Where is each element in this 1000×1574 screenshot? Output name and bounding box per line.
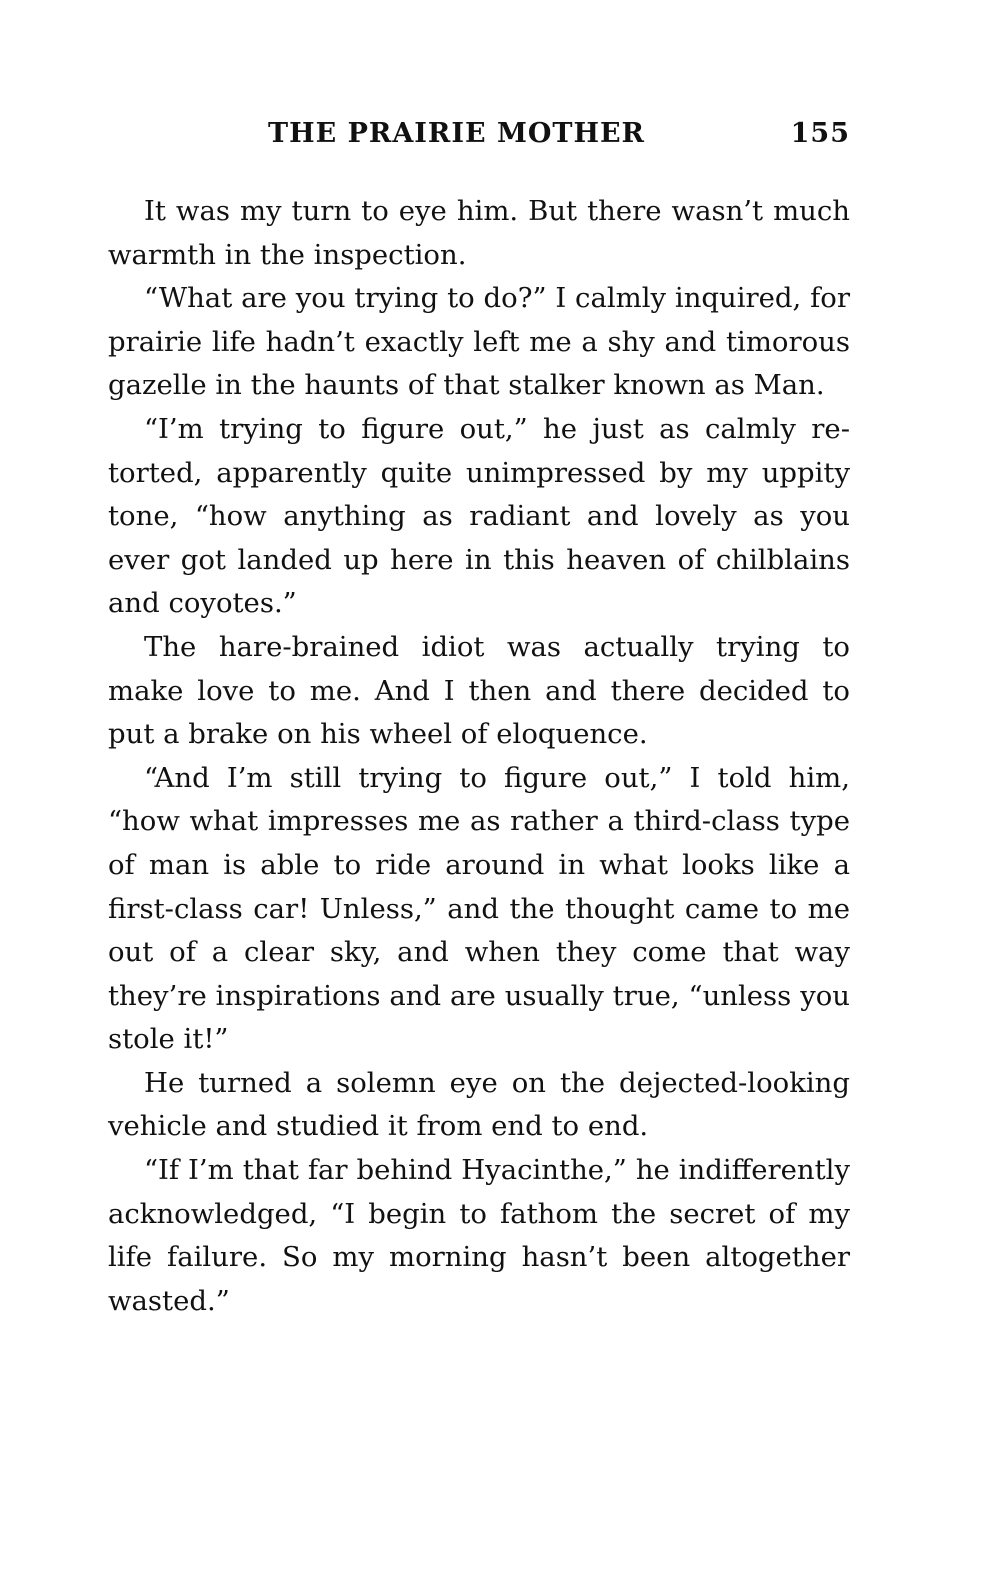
page-number: 155 (790, 118, 850, 149)
paragraph: “I’m trying to figure out,” he just as calmly retorted, apparently quite unimpressed by my uppity tone, “how anything as radiant and lovely as you ever got landed up here in this heaven of chilblains and coyotes.” (108, 412, 850, 620)
paragraph: It was my turn to eye him. But there wasn’t much warmth in the inspection. (108, 195, 850, 271)
paragraph: “And I’m still trying to figure out,” I told him, “how what impresses me as rather a third-class type of man is able to ride around in what looks like a first-class car! Unless,” and the thought came to me out of a clear sky, and when they come that way they’re inspirations and are usually true, “unless you stole it!” (108, 761, 850, 1056)
paragraph: “What are you trying to do?” I calmly inquired, for prairie life hadn’t exactly left me a shy and timorous gazelle in the haunts of that stalker known as Man. (108, 282, 850, 402)
paragraph: The hare-brained idiot was actually trying to make love to me. And I then and there decided to put a brake on his wheel of eloquence. (108, 630, 850, 751)
body-text (108, 190, 850, 1323)
running-head-title: THE PRAIRIE MOTHER (268, 118, 645, 149)
running-head (268, 112, 850, 156)
paragraph: “If I’m that far behind Hyacinthe,” he indifferently acknowledged, “I begin to fathom the secret of my life failure. So my morning hasn’t been altogether wasted.” (108, 1154, 850, 1317)
paragraph: He turned a solemn eye on the dejected-looking vehicle and studied it from end to end. (108, 1066, 850, 1143)
